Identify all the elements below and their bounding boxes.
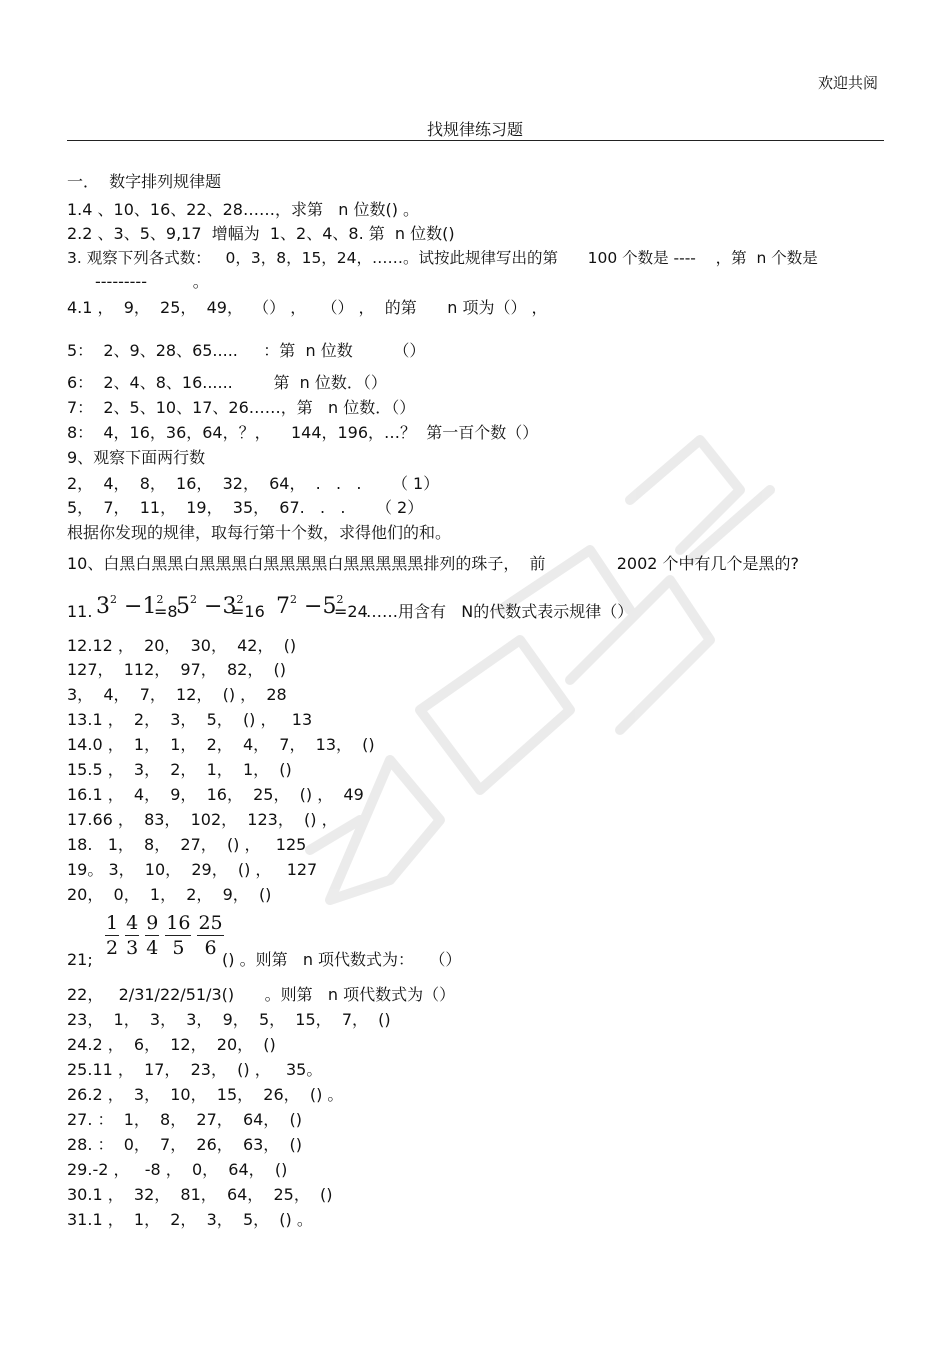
question-23: 23， 1， 3， 3， 9， 5， 15， 7， () <box>67 1010 391 1029</box>
fraction: $\frac{1}{2}$ <box>106 912 119 959</box>
question-21-prefix: 21; <box>67 950 93 969</box>
q21-fraction-sequence <box>105 912 224 959</box>
question-16: 16.1 ， 4， 9， 16， 25， () ， 49 <box>67 785 364 804</box>
q11-tail: ……用含有 N的代数式表示规律（） <box>366 602 634 621</box>
header-corner-text: 欢迎共阅 <box>817 74 878 92</box>
question-9-row-2: 5， 7， 11， 19， 35， 67. . . （ 2） <box>67 498 424 517</box>
question-5: 5： 2、9、28、65..... ：第 n 位数 （） <box>67 341 426 360</box>
question-9-instruction: 根据你发现的规律，取每行第十个数，求得他们的和。 <box>67 523 452 542</box>
question-3-continuation: --------- 。 <box>95 272 209 291</box>
question-30: 30.1 ， 32， 81， 64， 25， () <box>67 1185 333 1204</box>
question-21-tail: () 。则第 n 项代数式为： （） <box>222 950 462 969</box>
question-3: 3. 观察下列各式数： 0，3，8，15，24，……。试按此规律写出的第 100 个数是 ---- ，第 n 个数是 <box>67 249 818 267</box>
question-22: 22， 2/31/22/51/3() 。则第 n 项代数式为（） <box>67 985 456 1004</box>
question-20: 20， 0， 1， 2， 9， () <box>67 885 272 904</box>
q11-result-1: =8 <box>154 602 178 621</box>
question-26: 26.2 ， 3， 10， 15， 26， () 。 <box>67 1085 344 1104</box>
document-title: 找规律练习题 <box>426 120 523 139</box>
question-18: 18. 1， 8， 27， () ， 125 <box>67 835 307 854</box>
q11-expression-3: $7^2 -5^2$ <box>276 592 344 619</box>
question-13: 13.1 ， 2， 3， 5， () ， 13 <box>67 710 313 729</box>
question-27: 27. ： 1， 8， 27， 64， () <box>67 1110 302 1129</box>
question-12: 12.12 ， 20， 30， 42， () <box>67 636 297 655</box>
question-8: 8： 4，16，36，64，？， 144，196，…？ 第一百个数（） <box>67 423 539 442</box>
q11-expression-1: $3^2 -1^2$ <box>96 592 164 619</box>
question-7: 7： 2、5、10、17、26……，第 n 位数．（） <box>67 398 416 417</box>
question-9-row-1: 2， 4， 8， 16， 32， 64， . . . （ 1） <box>67 474 440 493</box>
question-25: 25.11 ， 17， 23， () ， 35。 <box>67 1060 323 1079</box>
fraction: $\frac{25}{6}$ <box>198 912 223 959</box>
question-11-prefix: 11. <box>67 602 93 621</box>
question-1: 1.4 、10、16、22、28……，求第 n 位数() 。 <box>67 200 420 219</box>
question-29: 29.-2 ， -8 ， 0， 64， () <box>67 1160 288 1179</box>
section-title: 一． 数字排列规律题 <box>67 172 222 191</box>
question-19: 19。 3， 10， 29， () ， 127 <box>67 860 318 879</box>
question-15: 15.5 ， 3， 2， 1， 1， () <box>67 760 292 779</box>
question-6: 6： 2、4、8、16...... 第 n 位数．（） <box>67 373 387 392</box>
watermark-graphic <box>270 380 810 940</box>
question-28: 28. ： 0， 7， 26， 63， () <box>67 1135 302 1154</box>
fraction: $\frac{9}{4}$ <box>146 912 159 959</box>
question-14: 14.0 ， 1， 1， 2， 4， 7， 13， () <box>67 735 375 754</box>
question-10: 10、白黑白黑黑白黑黑黑白黑黑黑黑白黑黑黑黑黑排列的珠子， 前 2002 个中有几个是黑的? <box>67 554 800 573</box>
fraction: $\frac{4}{3}$ <box>126 912 139 959</box>
fraction: $\frac{16}{5}$ <box>166 912 191 959</box>
question-31: 31.1 ， 1， 2， 3， 5， () 。 <box>67 1210 313 1229</box>
q11-expression-2: $5^2 -3^2$ <box>176 592 244 619</box>
q11-result-2: =16 <box>231 602 265 621</box>
question-4: 4.1 ， 9， 25， 49， （） ， （） ， 的第 n 项为（） ， <box>67 298 548 317</box>
question-12-part-2: 127， 112， 97， 82， () <box>67 660 286 679</box>
question-24: 24.2 ， 6， 12， 20， () <box>67 1035 276 1054</box>
title-divider <box>67 140 884 141</box>
question-17: 17.66 ， 83， 102， 123， () ， <box>67 810 338 829</box>
question-2: 2.2 、3、5、9,17 增幅为 1、2、4、8. 第 n 位数() <box>67 224 455 243</box>
question-9: 9、观察下面两行数 <box>67 448 206 467</box>
question-12-part-3: 3， 4， 7， 12， () ， 28 <box>67 685 287 704</box>
q11-result-3: =24 <box>334 602 368 621</box>
